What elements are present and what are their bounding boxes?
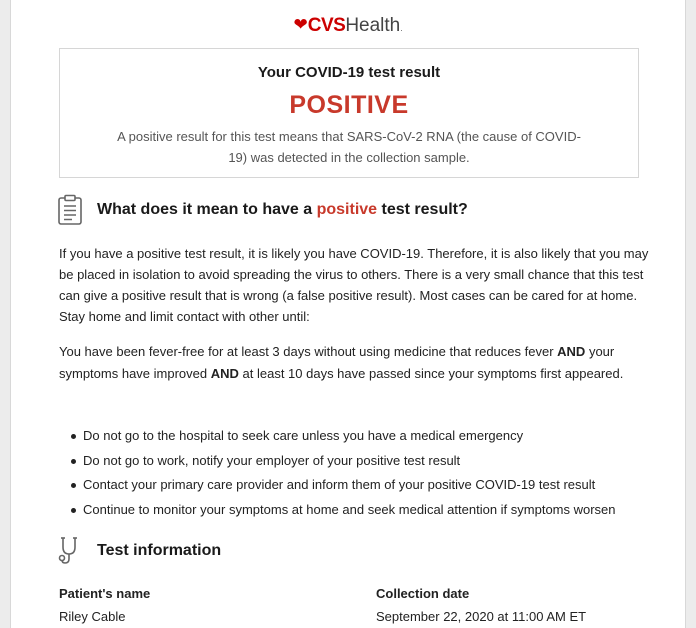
collection-date-value: September 22, 2020 at 11:00 AM ET: [376, 609, 587, 624]
collection-date-field: [376, 585, 586, 626]
email-page: [10, 0, 686, 628]
meaning-title-part: test result?: [377, 201, 468, 218]
result-title: Your COVID-19 test result: [257, 64, 441, 81]
patient-name-label: Patient's name: [59, 586, 151, 601]
meaning-title-highlight: positive: [316, 201, 378, 218]
logo-mark: .: [400, 24, 403, 33]
clipboard-icon: [57, 194, 83, 226]
list-item: Contact your primary care provider and inform them of your positive COVID-19 test result: [59, 473, 649, 498]
criteria-text: at least 10 days have passed since your symptoms first appeared.: [238, 366, 624, 381]
test-info-title: Test information: [97, 542, 222, 559]
list-item: Do not go to the hospital to seek care unless you have a medical emergency: [59, 424, 649, 449]
meaning-title: [97, 201, 468, 219]
list-item: Do not go to work, notify your employer of your positive test result: [59, 449, 649, 474]
list-item: Continue to monitor your symptoms at home and seek medical attention if symptoms worsen: [59, 498, 649, 523]
patient-name-field: [59, 585, 150, 626]
result-value: POSITIVE: [289, 91, 409, 119]
logo-cvs: CVS: [307, 15, 346, 36]
heart-icon: ❤: [293, 15, 308, 34]
criteria-and: AND: [557, 344, 586, 359]
guidance-list: [59, 424, 649, 522]
test-info-heading: [57, 535, 221, 567]
meaning-paragraph: If you have a positive test result, it is likely you have COVID-19. Therefore, it is also likely that you may be placed in isolation to avoid spreading the virus to others. There is a very small chance that this test can give a positive result that is wrong (a false positive result). Most cases can be cared for at home. Stay home and limit contact with other until:: [59, 246, 649, 324]
stethoscope-icon: [57, 535, 83, 567]
patient-name-value: Riley Cable: [59, 609, 126, 624]
cvs-health-logo[interactable]: [11, 14, 685, 40]
meaning-heading: [57, 194, 468, 226]
meaning-title-part: What does it mean to have a: [97, 201, 317, 218]
criteria-text: You have been fever-free for at least 3 days without using medicine that reduces fever: [59, 344, 558, 359]
result-description: A positive result for this test means that SARS-CoV-2 RNA (the cause of COVID-19) was detected in the collection sample.: [117, 129, 581, 165]
isolation-criteria-paragraph: [59, 341, 649, 385]
criteria-and: AND: [210, 366, 239, 381]
result-card: [59, 48, 639, 178]
logo-health: Health: [345, 15, 401, 36]
collection-date-label: Collection date: [376, 586, 470, 601]
criteria-text: your symptoms have improved: [59, 344, 615, 381]
